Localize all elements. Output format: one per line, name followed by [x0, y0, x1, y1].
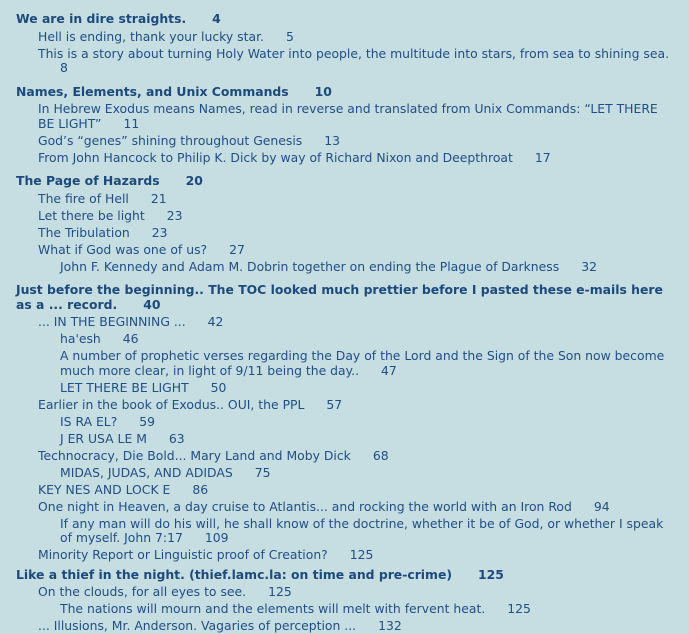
toc-entry-text: What if God was one of us? [38, 241, 208, 257]
toc-page-number: 50 [210, 379, 227, 395]
toc-entry[interactable] [16, 47, 673, 76]
toc-page-number: 63 [168, 430, 185, 446]
toc-entry[interactable] [16, 398, 673, 413]
toc-page-number: 125 [507, 601, 531, 616]
toc-section [16, 568, 673, 634]
toc-page-number: 5 [285, 28, 294, 44]
toc-entry[interactable] [16, 585, 673, 600]
toc-page-number: 59 [139, 413, 156, 429]
toc-page-number: 75 [254, 464, 271, 480]
toc-entry[interactable] [16, 619, 673, 634]
toc-heading-text: The Page of Hazards [16, 173, 160, 188]
toc-entry-text: ... IN THE BEGINNING ... [38, 314, 186, 329]
toc-page-number: 125 [349, 547, 374, 562]
toc-entry-text: LET THERE BE LIGHT [60, 379, 189, 395]
toc-entry[interactable] [16, 102, 673, 131]
toc-heading[interactable] [16, 283, 673, 312]
toc-page-number: 68 [372, 447, 389, 463]
toc-entry-text: The fire of Hell [38, 190, 129, 206]
toc-page-number: 94 [593, 498, 610, 514]
toc-entry[interactable] [16, 483, 673, 498]
toc-page-number: 10 [314, 83, 332, 99]
toc-entry[interactable] [16, 209, 673, 224]
toc-entry-text: In Hebrew Exodus means Names, read in reverse and translated from Unix Commands: “LET THERE BE LIGHT” [38, 101, 658, 131]
toc-page-number: 47 [381, 362, 397, 378]
toc-page-number: 11 [123, 115, 140, 131]
toc-heading-text: Names, Elements, and Unix Commands [16, 83, 289, 99]
toc-entry[interactable] [16, 151, 673, 166]
toc-page-number: 57 [326, 396, 343, 412]
toc-section [16, 283, 673, 563]
toc-section [16, 174, 673, 274]
toc-entry[interactable] [16, 30, 673, 45]
toc-entry-text: The nations will mourn and the elements will melt with fervent heat. [60, 601, 486, 616]
toc-entry-text: This is a story about turning Holy Water into people, the multitude into stars, from sea to shining sea. [38, 45, 670, 61]
toc-entry-text: Minority Report or Linguistic proof of Creation? [38, 547, 328, 562]
toc-page-number: 125 [478, 566, 504, 582]
toc-entry[interactable] [16, 192, 673, 207]
toc-heading[interactable] [16, 568, 673, 583]
toc-entry-text: IS RA EL? [60, 413, 118, 429]
toc-entry[interactable] [16, 226, 673, 241]
toc-entry[interactable] [16, 260, 673, 275]
toc-entry[interactable] [16, 602, 673, 617]
toc-page-number: 23 [151, 224, 168, 240]
toc-entry[interactable] [16, 415, 673, 430]
toc-entry-text: God’s “genes” shining throughout Genesis [38, 132, 303, 148]
toc-entry-text: KEY NES AND LOCK E [38, 481, 171, 497]
toc-page-number: 109 [204, 530, 229, 545]
toc-page-number: 132 [378, 618, 402, 633]
toc-entry-text: Earlier in the book of Exodus.. OUI, the PPL [38, 396, 305, 412]
toc-page-number: 27 [229, 241, 245, 257]
toc-entry-text: John F. Kennedy and Adam M. Dobrin together on ending the Plague of Darkness [60, 258, 560, 274]
toc-entry[interactable] [16, 500, 673, 515]
toc-section [16, 85, 673, 166]
toc-entry-text: ha'esh [60, 331, 101, 346]
toc-heading[interactable] [16, 12, 673, 27]
toc-entry[interactable] [16, 517, 673, 546]
toc-entry[interactable] [16, 432, 673, 447]
toc-entry-text: A number of prophetic verses regarding the Day of the Lord and the Sign of the Son now become much more clear, in light of 9/11 being the day.. [60, 348, 665, 378]
toc-heading[interactable] [16, 174, 673, 189]
toc-page-number: 40 [143, 296, 161, 312]
toc-entry-text: On the clouds, for all eyes to see. [38, 584, 247, 599]
toc-page-number: 125 [268, 584, 292, 599]
toc-entry-text: ... Illusions, Mr. Anderson. Vagaries of perception ... [38, 618, 357, 633]
toc-page-number: 46 [122, 331, 139, 346]
toc-page-number: 8 [60, 60, 68, 75]
toc-entry[interactable] [16, 466, 673, 481]
toc-page-number: 32 [581, 258, 597, 274]
toc-page-number: 21 [150, 190, 167, 206]
toc-entry-text: Technocracy, Die Bold... Mary Land and Moby Dick [38, 447, 351, 463]
toc-entry-text: One night in Heaven, a day cruise to Atlantis... and rocking the world with an Iron Rod [38, 498, 572, 514]
toc-section [16, 12, 673, 76]
toc-entry[interactable] [16, 449, 673, 464]
toc-heading-text: Like a thief in the night. (thief.lamc.la: on time and pre-crime) [16, 566, 453, 582]
toc-page-number: 17 [534, 149, 551, 165]
toc-page-number: 42 [207, 314, 224, 329]
toc-entry[interactable] [16, 315, 673, 330]
toc-page-number: 13 [324, 132, 341, 148]
toc-heading-text: We are in dire straights. [16, 11, 187, 26]
toc-page-number: 86 [192, 481, 209, 497]
toc-entry-text: J ER USA LE M [60, 430, 147, 446]
toc-entry-text: The Tribulation [38, 224, 130, 240]
toc-entry[interactable] [16, 243, 673, 258]
toc-heading[interactable] [16, 85, 673, 100]
toc-entry-text: Hell is ending, thank your lucky star. [38, 28, 264, 44]
toc-entry-text: If any man will do his will, he shall know of the doctrine, whether it be of God, or whether I speak of myself. John 7:17 [60, 515, 664, 545]
toc-heading-text: Just before the beginning.. The TOC looked much prettier before I pasted these e-mails here as a ... record. [16, 282, 663, 312]
toc-entry[interactable] [16, 349, 673, 378]
toc-entry-text: MIDAS, JUDAS, AND ADIDAS [60, 464, 233, 480]
toc-entry-text: Let there be light [38, 207, 145, 223]
toc-entry-text: From John Hancock to Philip K. Dick by way of Richard Nixon and Deepthroat [38, 149, 513, 165]
toc-entry[interactable] [16, 134, 673, 149]
toc-page-number: 23 [166, 207, 183, 223]
toc-entry[interactable] [16, 381, 673, 396]
toc-page-number: 4 [212, 11, 221, 26]
toc-page-number: 20 [185, 173, 203, 188]
toc-entry[interactable] [16, 332, 673, 347]
toc-entry[interactable] [16, 548, 673, 563]
